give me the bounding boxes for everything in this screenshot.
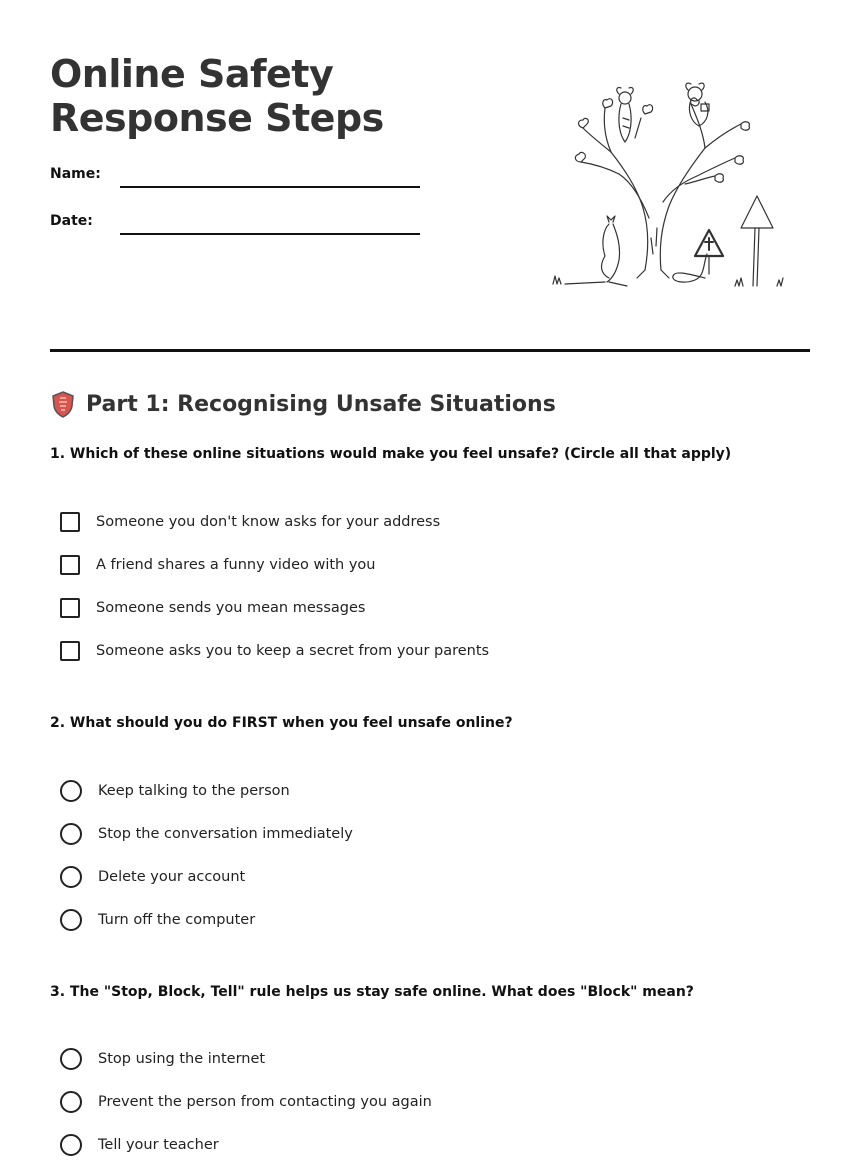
option-label: Tell your teacher [98,1137,219,1153]
option-label: Stop the conversation immediately [98,826,353,842]
checkbox[interactable] [60,555,80,575]
q1-option-4[interactable] [60,639,489,663]
option-label: Someone you don't know asks for your address [96,514,441,530]
name-field[interactable] [120,186,420,188]
q3-option-1[interactable] [60,1047,265,1071]
section-divider [50,349,810,352]
question-3: 3. The "Stop, Block, Tell" rule helps us stay safe online. What does "Block" mean? [50,984,694,1000]
radio-button[interactable] [60,909,82,931]
radio-button[interactable] [60,866,82,888]
option-label: Stop using the internet [98,1051,266,1067]
question-1: 1. Which of these online situations would make you feel unsafe? (Circle all that apply) [50,446,732,462]
date-label: Date: [50,213,93,229]
q2-option-3[interactable] [60,865,245,889]
radio-button[interactable] [60,1091,82,1113]
q3-option-2[interactable] [60,1090,432,1114]
radio-button[interactable] [60,823,82,845]
q3-option-3[interactable] [60,1133,219,1157]
option-label: Delete your account [98,869,246,885]
radio-button[interactable] [60,1048,82,1070]
q2-option-2[interactable] [60,822,353,846]
checkbox[interactable] [60,641,80,661]
radio-button[interactable] [60,1134,82,1156]
question-2: 2. What should you do FIRST when you feel unsafe online? [50,715,513,731]
option-label: Keep talking to the person [98,783,290,799]
date-field[interactable] [120,233,420,235]
option-label: A friend shares a funny video with you [96,557,376,573]
name-label: Name: [50,166,101,182]
section-title: Part 1: Recognising Unsafe Situations [86,391,556,417]
page-title: Online Safety Response Steps [50,52,384,140]
koalas-kangaroo-tree-illustration [545,78,795,296]
option-label: Turn off the computer [98,912,256,928]
q1-option-2[interactable] [60,553,376,577]
checkbox[interactable] [60,598,80,618]
q2-option-4[interactable] [60,908,255,932]
checkbox[interactable] [60,512,80,532]
q1-option-3[interactable] [60,596,365,620]
radio-button[interactable] [60,780,82,802]
option-label: Someone sends you mean messages [96,600,366,616]
option-label: Someone asks you to keep a secret from your parents [96,643,490,659]
q1-option-1[interactable] [60,510,440,534]
q2-option-1[interactable] [60,779,290,803]
part1-heading [50,388,556,420]
option-label: Prevent the person from contacting you again [98,1094,432,1110]
shield-icon [50,390,76,418]
